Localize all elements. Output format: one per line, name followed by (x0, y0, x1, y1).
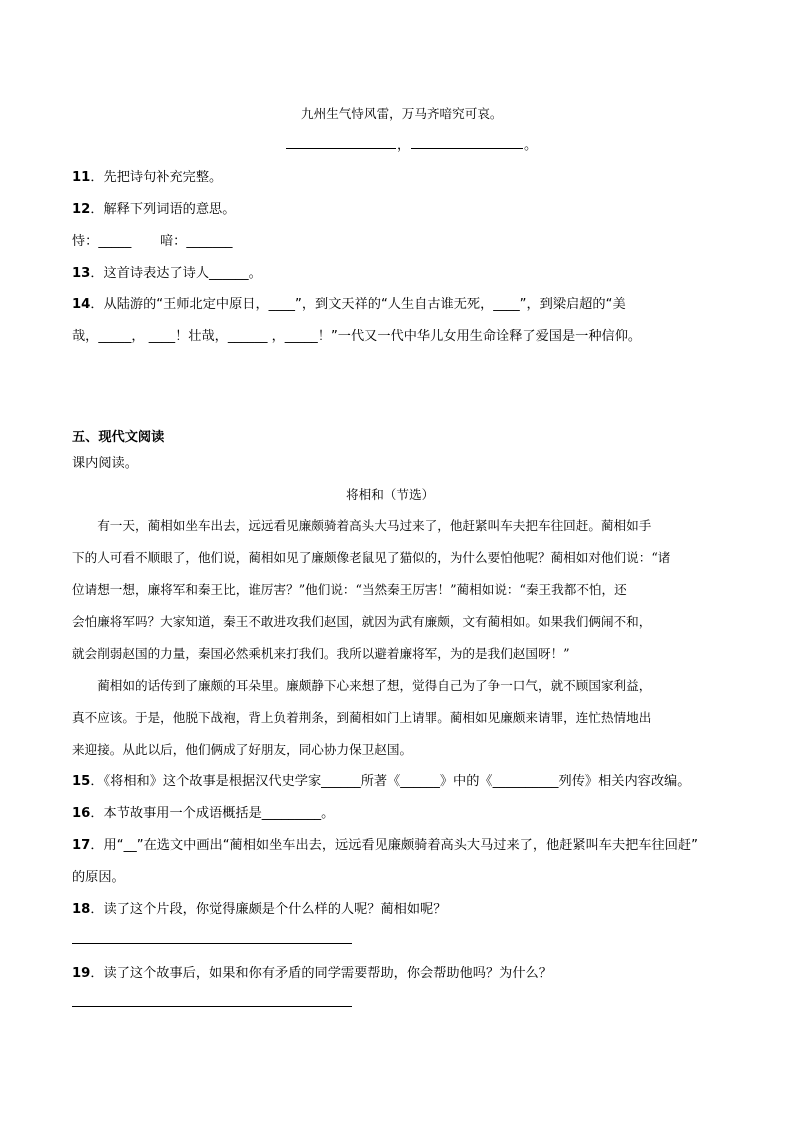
question-14-cont: 哉，_____， ____！壮哉，______ ，_____！”一代又一代中华儿女用生命诠释了爱国是一种信仰。 (72, 329, 642, 344)
poem-comma: ， (397, 138, 411, 153)
question-number: 11 (72, 170, 91, 185)
passage-title: 将相和（节选） (346, 487, 435, 502)
question-16 (72, 802, 334, 821)
section-heading: 五、现代文阅读 (72, 430, 165, 445)
poem-blank-1[interactable] (286, 148, 396, 149)
question-14 (72, 293, 626, 312)
passage-line: 有一天，蔺相如坐车出去，远远看见廉颇骑着高头大马过来了，他赶紧叫车夫把车往回赶。蔺相如手 (72, 518, 652, 533)
question-text: ．《将相和》这个故事是根据汉代史学家______所著《______》中的《__________列传》相关内容改编。 (90, 774, 691, 789)
question-number: 19 (72, 966, 91, 981)
question-number: 15 (72, 774, 91, 789)
q18-answer-line[interactable] (72, 943, 352, 944)
passage-line: 下的人可看不顺眼了，他们说，蔺相如见了廉颇像老鼠见了猫似的，为什么要怕他呢？蔺相如对他们说：“诸 (72, 550, 671, 565)
question-text: ．从陆游的“王师北定中原日，____”，到文天祥的“人生自古谁无死，____”，到梁启超的“美 (90, 297, 626, 312)
passage-line: 蔺相如的话传到了廉颇的耳朵里。廉颇静下心来想了想，觉得自己为了争一口气，就不顾国家利益， (72, 678, 652, 693)
q12-yin-answer[interactable]: 喑：_______ (160, 234, 233, 249)
question-15 (72, 770, 690, 789)
question-text: ．解释下列词语的意思。 (90, 202, 236, 217)
question-12 (72, 198, 235, 217)
q12-shi-answer[interactable]: 恃：_____ (72, 234, 132, 249)
poem-period: 。 (524, 138, 538, 153)
passage-line: 就会削弱赵国的力量，秦国必然乘机来打我们。我所以避着廉将军，为的是我们赵国呀！” (72, 646, 570, 661)
section-subheading: 课内阅读。 (72, 456, 138, 471)
question-number: 17 (72, 838, 91, 853)
passage-line: 位请想一想，廉将军和秦王比，谁厉害？”他们说：“当然秦王厉害！”蔺相如说：“秦王我都不怕，还 (72, 582, 627, 597)
question-number: 18 (72, 902, 91, 917)
question-18 (72, 898, 446, 917)
question-11 (72, 166, 222, 185)
question-text: ．用“__”在选文中画出“蔺相如坐车出去，远远看见廉颇骑着高头大马过来了，他赶紧叫车夫把车往回赶” (90, 838, 698, 853)
question-19 (72, 962, 552, 981)
question-text: ．先把诗句补充完整。 (90, 170, 223, 185)
question-13 (72, 262, 262, 281)
question-text: ．读了这个故事后，如果和你有矛盾的同学需要帮助，你会帮助他吗？为什么？ (90, 966, 552, 981)
passage-line: 会怕廉将军吗？大家知道，秦王不敢进攻我们赵国，就因为武有廉颇，文有蔺相如。如果我们俩闹不和， (72, 614, 652, 629)
question-17 (72, 834, 698, 853)
question-text: ．这首诗表达了诗人______。 (90, 266, 262, 281)
poem-blank-2[interactable] (411, 148, 523, 149)
question-number: 14 (72, 297, 91, 312)
question-17-cont: 的原因。 (72, 870, 125, 885)
question-text: ．读了这个片段，你觉得廉颇是个什么样的人呢？蔺相如呢？ (90, 902, 447, 917)
question-text: ．本节故事用一个成语概括是_________。 (90, 806, 335, 821)
passage-line: 来迎接。从此以后，他们俩成了好朋友，同心协力保卫赵国。 (72, 742, 413, 757)
passage-line: 真不应该。于是，他脱下战袍，背上负着荆条，到蔺相如门上请罪。蔺相如见廉颇来请罪，连忙热情地出 (72, 710, 652, 725)
question-number: 13 (72, 266, 91, 281)
q19-answer-line[interactable] (72, 1006, 352, 1007)
question-number: 16 (72, 806, 91, 821)
question-number: 12 (72, 202, 91, 217)
poem-line: 九州生气恃风雷，万马齐喑究可哀。 (301, 106, 503, 121)
